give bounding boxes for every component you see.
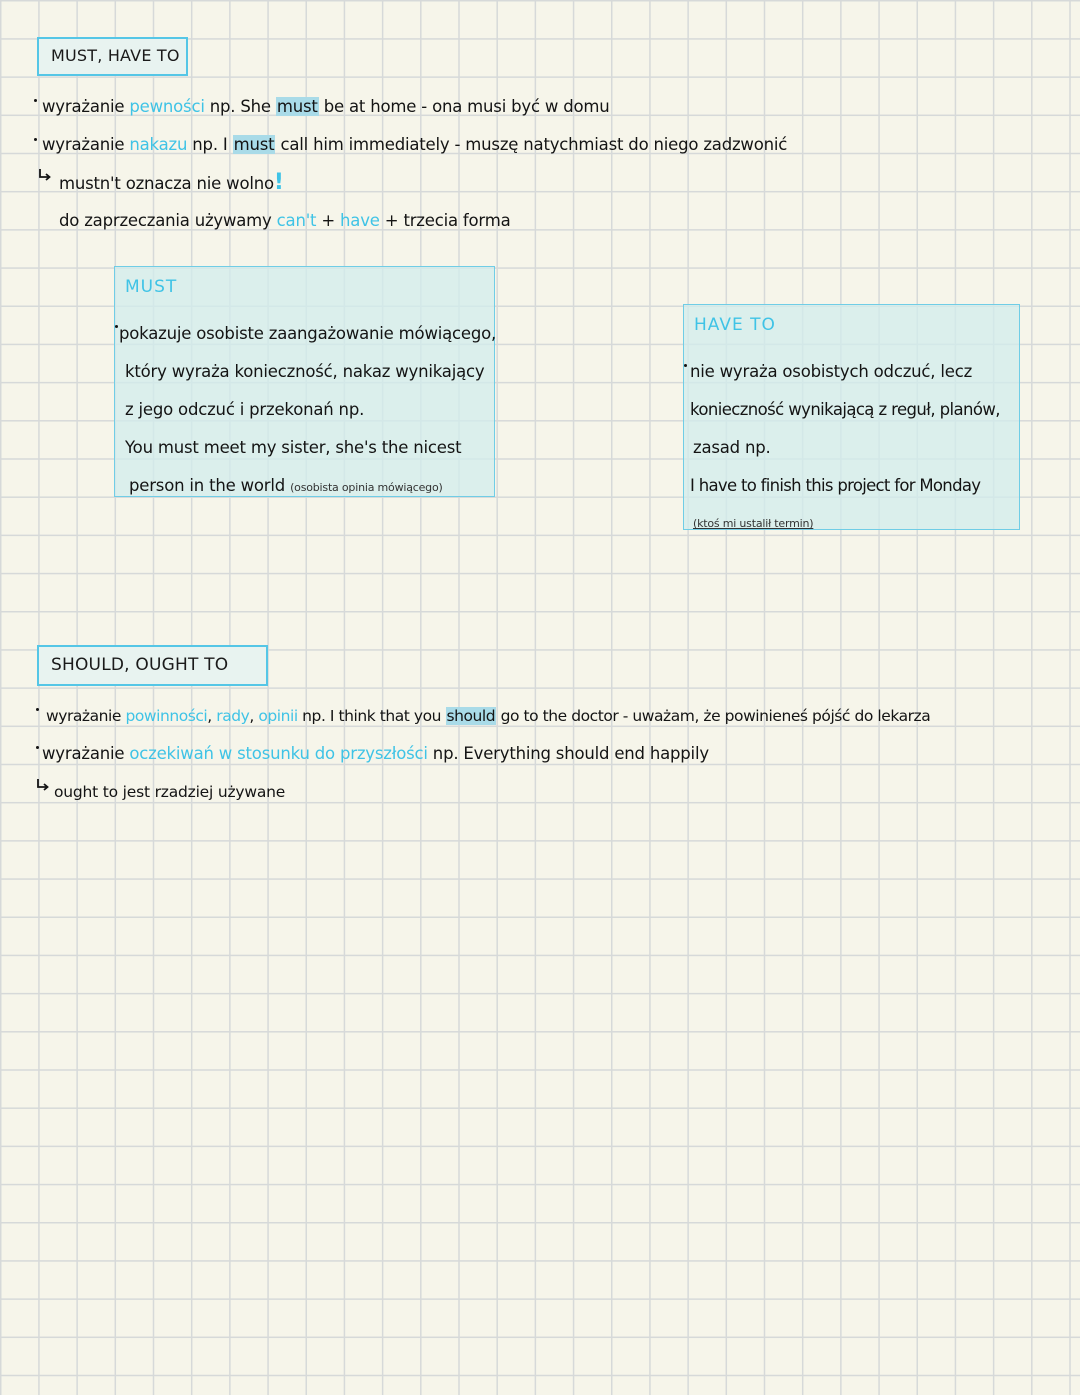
must-box-line: który wyraża konieczność, nakaz wynikający — [125, 362, 485, 381]
arrow-icon — [38, 168, 52, 182]
note-line-ought-to: ought to jest rzadziej używane — [54, 783, 286, 801]
have-to-box-heading: HAVE TO — [694, 315, 776, 335]
note-line-order: wyrażanie nakazu np. I must call him immediately - muszę natychmiast do niego zadzwonić — [42, 135, 788, 154]
note-line-advice: wyrażanie powinności, rady, opinii np. I think that you should go to the doctor - uważam, że powinieneś pójść do lekarza — [46, 707, 931, 725]
exclamation-icon: ! — [273, 170, 284, 195]
section-title-should-ought-to — [37, 645, 268, 686]
have-to-note-box — [683, 304, 1020, 530]
bullet-icon — [34, 138, 37, 141]
bullet-icon — [36, 708, 39, 711]
have-to-box-line: I have to finish this project for Monday — [690, 476, 981, 495]
bullet-icon — [684, 364, 687, 367]
bullet-icon — [36, 746, 39, 749]
have-to-box-note: (ktoś mi ustalił termin) — [693, 517, 814, 530]
section-title-text: MUST, HAVE TO — [51, 46, 180, 65]
note-line-expectations: wyrażanie oczekiwań w stosunku do przyszłości np. Everything should end happily — [42, 744, 709, 763]
must-box-line: person in the world (osobista opinia mówiącego) — [129, 476, 443, 495]
bullet-icon — [115, 325, 118, 328]
must-box-note: (osobista opinia mówiącego) — [290, 481, 443, 494]
section-title-text: SHOULD, OUGHT TO — [51, 655, 229, 675]
note-line-mustnt: mustn't oznacza nie wolno! — [59, 170, 284, 195]
note-line-negation: do zaprzeczania używamy can't + have + trzecia forma — [59, 211, 511, 230]
must-note-box — [114, 266, 495, 497]
must-box-heading: MUST — [125, 277, 178, 297]
have-to-box-line: nie wyraża osobistych odczuć, lecz — [690, 362, 973, 381]
must-box-line: pokazuje osobiste zaangażowanie mówiącego, — [119, 324, 497, 343]
have-to-box-line: zasad np. — [693, 438, 771, 457]
arrow-icon — [36, 778, 50, 792]
must-box-line: You must meet my sister, she's the nicest — [125, 438, 462, 457]
have-to-box-line: konieczność wynikającą z reguł, planów, — [690, 400, 1000, 419]
note-line-certainty: wyrażanie pewności np. She must be at home - ona musi być w domu — [42, 97, 610, 116]
bullet-icon — [34, 99, 37, 102]
must-box-line: z jego odczuć i przekonań np. — [125, 400, 365, 419]
section-title-must-have-to — [37, 37, 188, 76]
